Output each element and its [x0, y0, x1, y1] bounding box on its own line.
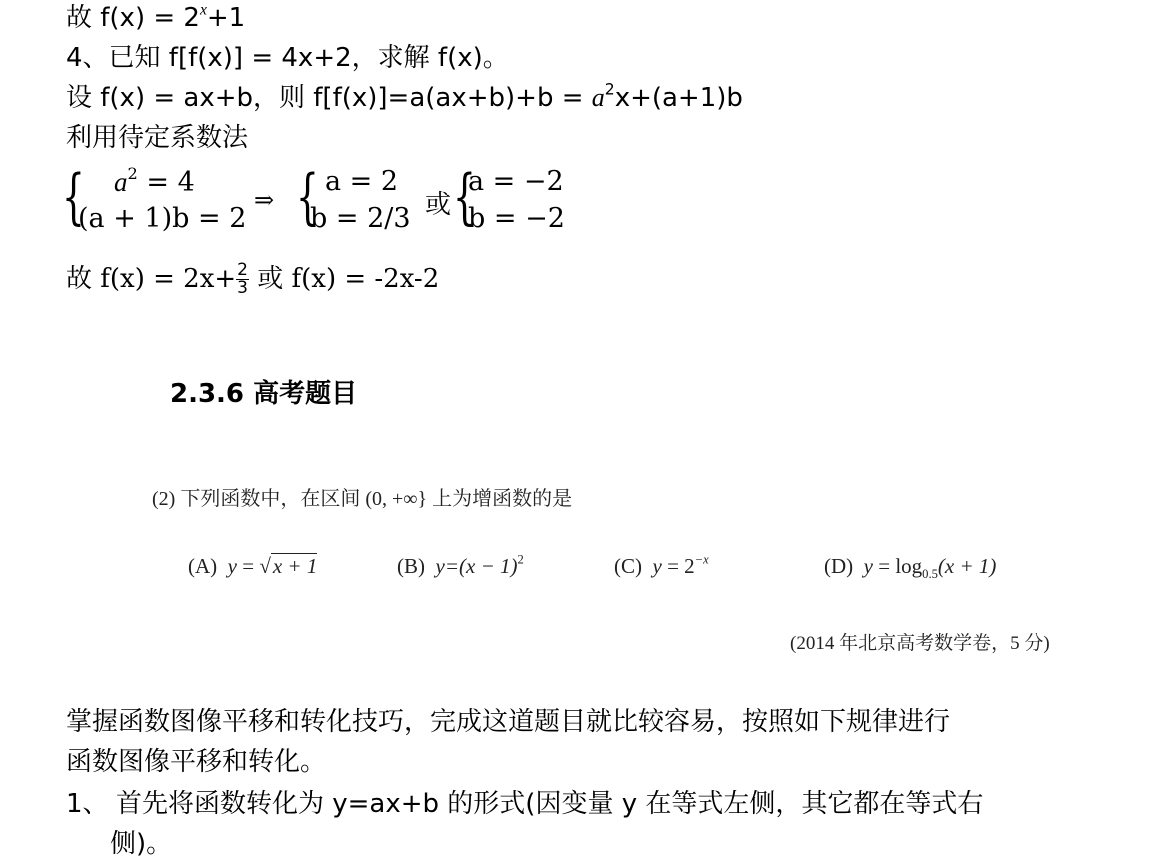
solution-a-1: a = 2: [325, 166, 399, 197]
solution-a-2: a = −2: [468, 166, 564, 197]
left-brace: {: [62, 162, 85, 232]
system-eq2: (a + 1)b = 2: [78, 203, 247, 234]
middle-brace: {: [296, 162, 319, 232]
list-item-text-2: 侧)。: [110, 829, 173, 859]
paragraph-line-1: 掌握函数图像平移和转化技巧，完成这道题目就比较容易，按照如下规律进行: [66, 707, 951, 737]
implies-arrow: ⇒: [254, 186, 275, 214]
fraction: $\frac{2}{3}$: [237, 260, 248, 298]
solution-b-2: b = −2: [468, 203, 565, 234]
problem-4: 4、已知 f[f(x)] = 4x+2，求解 f(x)。: [66, 43, 509, 73]
list-item-text-1: 首先将函数转化为 y=ax+b 的形式(因变量 y 在等式左侧，其它都在等式右: [116, 789, 984, 819]
paragraph-line-2: 函数图像平移和转化。: [66, 747, 327, 777]
sqrt-icon: √: [259, 554, 271, 578]
section-heading: 2.3.6 高考题目: [170, 379, 358, 409]
method-line: 利用待定系数法: [66, 123, 249, 153]
setup-line: 设 f(x) = ax+b，则 $f[f(x)]=a(ax+b)+b = a^2x+(a+1)b$: [66, 80, 743, 113]
option-c: (C) $y = 2^{-x}$: [614, 552, 709, 578]
solution-b-1: b = 2/3: [310, 203, 411, 234]
solution-line-1: 故 $f(x) = 2^x+1$: [66, 1, 246, 33]
list-item-number: 1、: [66, 789, 109, 819]
question-source: (2014 年北京高考数学卷，5 分): [790, 633, 1050, 654]
right-brace: {: [453, 162, 476, 232]
option-d: (D) $y = \log_{0.5}(x + 1)$: [824, 554, 997, 582]
question-stem: (2) 下列函数中，在区间 (0, +∞} 上为增函数的是: [152, 488, 573, 510]
or-text: 或: [425, 190, 452, 220]
option-a: (A) y = √x + 1: [188, 554, 318, 578]
option-b: (B) $y=(x - 1)^2$: [397, 552, 524, 578]
system-eq1: $a^2 = 4$: [114, 163, 195, 198]
result-line: 故 f(x) = 2x+ $\frac{2}{3}$ 或 f(x) = -2x-2: [66, 260, 440, 298]
